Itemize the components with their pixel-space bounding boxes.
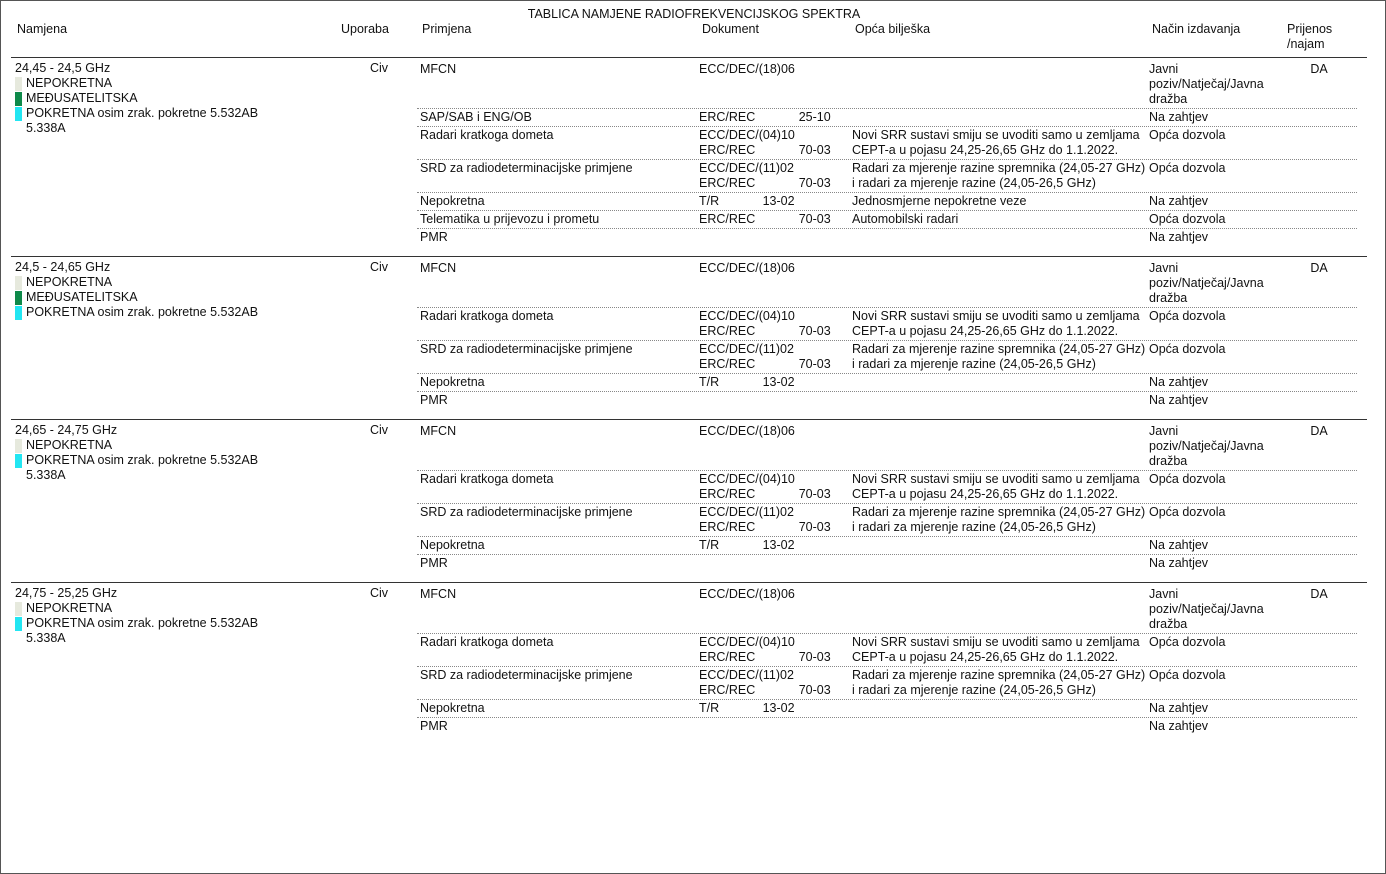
service-color-marker (15, 276, 22, 290)
biljeska-cell (852, 719, 1149, 734)
application-rows (417, 260, 1357, 409)
table-title: TABLICA NAMJENE RADIOFREKVENCIJSKOG SPEKTRA (527, 7, 861, 21)
nacin-cell: Opća dozvola (1149, 128, 1226, 142)
primjena-cell: Nepokretna (420, 538, 485, 552)
dokument-cell: ECC/DEC/(18)06 (699, 261, 795, 275)
service-name: NEPOKRETNA (26, 438, 113, 452)
prijenos-cell (1289, 230, 1349, 245)
biljeska-cell: Radari za mjerenje razine spremnika (24,05-27 GHz) i radari za mjerenje razine (24,05-26,5 GHz) (852, 668, 1146, 697)
service-name: NEPOKRETNA (26, 76, 113, 90)
primjena-cell: SRD za radiodeterminacijske primjene (420, 161, 633, 175)
service-name: 5.338A (26, 631, 66, 645)
nacin-cell: Javni poziv/Natječaj/Javna dražba (1149, 261, 1264, 305)
dokument-cell: ECC/DEC/(11)02 ERC/REC 70-03 (699, 668, 831, 697)
prijenos-cell (1289, 505, 1349, 535)
biljeska-cell (852, 375, 1149, 390)
prijenos-cell (1289, 375, 1349, 390)
nacin-cell: Javni poziv/Natječaj/Javna dražba (1149, 587, 1264, 631)
primjena-cell: MFCN (420, 62, 457, 76)
primjena-cell: Nepokretna (420, 701, 485, 715)
table-row (417, 341, 1357, 374)
application-rows (417, 586, 1357, 735)
nacin-cell: Na zahtjev (1149, 230, 1209, 244)
primjena-cell: PMR (420, 393, 448, 407)
band-range: 24,75 - 25,25 GHz (15, 586, 118, 600)
primjena-cell: Nepokretna (420, 194, 485, 208)
nacin-cell: Opća dozvola (1149, 161, 1226, 175)
header-dokument: Dokument (702, 22, 759, 36)
nacin-cell: Opća dozvola (1149, 472, 1226, 486)
nacin-cell: Na zahtjev (1149, 194, 1209, 208)
dokument-cell: ECC/DEC/(11)02 ERC/REC 70-03 (699, 505, 831, 534)
dokument-cell: ERC/REC 25-10 (699, 110, 831, 124)
prijenos-cell (1289, 472, 1349, 502)
nacin-cell: Opća dozvola (1149, 309, 1226, 323)
dokument-cell (699, 230, 852, 245)
uporaba: Civ (370, 423, 389, 437)
nacin-cell: Opća dozvola (1149, 212, 1226, 226)
service-name: POKRETNA osim zrak. pokretne 5.532AB (26, 616, 259, 630)
prijenos-cell (1289, 668, 1349, 698)
service-color-marker (15, 469, 22, 483)
prijenos-cell: DA (1310, 424, 1328, 438)
prijenos-cell (1289, 393, 1349, 408)
dokument-cell: T/R 13-02 (699, 194, 795, 208)
primjena-cell: PMR (420, 719, 448, 733)
primjena-cell: Radari kratkoga dometa (420, 128, 554, 142)
table-row (417, 229, 1357, 246)
service-name: POKRETNA osim zrak. pokretne 5.532AB (26, 106, 259, 120)
table-row (417, 471, 1357, 504)
primjena-cell: Radari kratkoga dometa (420, 472, 554, 486)
service-color-marker (15, 454, 22, 468)
table-row (417, 374, 1357, 392)
dokument-cell: ECC/DEC/(18)06 (699, 424, 795, 438)
primjena-cell: MFCN (420, 424, 457, 438)
header-prijenos-line1: Prijenos (1287, 22, 1333, 36)
service-color-marker (15, 617, 22, 631)
biljeska-cell (852, 110, 1149, 125)
dokument-cell: ECC/DEC/(04)10 ERC/REC 70-03 (699, 128, 831, 157)
primjena-cell: SAP/SAB i ENG/OB (420, 110, 532, 124)
nacin-cell: Na zahtjev (1149, 701, 1209, 715)
header-prijenos-line2: /najam (1287, 37, 1325, 51)
service-name: POKRETNA osim zrak. pokretne 5.532AB (26, 453, 259, 467)
band-group (11, 420, 1367, 583)
primjena-cell: PMR (420, 230, 448, 244)
nacin-cell: Opća dozvola (1149, 668, 1226, 682)
nacin-cell: Na zahtjev (1149, 538, 1209, 552)
biljeska-cell: Radari za mjerenje razine spremnika (24,05-27 GHz) i radari za mjerenje razine (24,05-26,5 GHz) (852, 342, 1146, 371)
primjena-cell: Radari kratkoga dometa (420, 309, 554, 323)
service-allocation (15, 121, 411, 136)
table-row (417, 260, 1357, 308)
application-rows (417, 61, 1357, 246)
service-color-marker (15, 439, 22, 453)
nacin-cell: Opća dozvola (1149, 342, 1226, 356)
band-info (11, 586, 411, 735)
biljeska-cell: Radari za mjerenje razine spremnika (24,05-27 GHz) i radari za mjerenje razine (24,05-26,5 GHz) (852, 161, 1146, 190)
prijenos-cell: DA (1310, 261, 1328, 275)
table-row (417, 193, 1357, 211)
service-name: NEPOKRETNA (26, 275, 113, 289)
table-row (417, 537, 1357, 555)
header-primjena: Primjena (422, 22, 472, 36)
band-group (11, 257, 1367, 420)
nacin-cell: Javni poziv/Natječaj/Javna dražba (1149, 62, 1264, 106)
band-range: 24,65 - 24,75 GHz (15, 423, 118, 437)
service-name: POKRETNA osim zrak. pokretne 5.532AB (26, 305, 259, 319)
table-row (417, 423, 1357, 471)
dokument-cell (699, 556, 852, 571)
service-allocation (15, 76, 411, 91)
table-body (11, 58, 1367, 745)
primjena-cell: MFCN (420, 261, 457, 275)
service-color-marker (15, 632, 22, 646)
header-biljeska: Opća bilješka (855, 22, 931, 36)
biljeska-cell (852, 261, 1149, 306)
biljeska-cell: Novi SRR sustavi smiju se uvoditi samo u zemljama CEPT-a u pojasu 24,25-26,65 GHz do 1.1.2022. (852, 635, 1140, 664)
dokument-cell (699, 393, 852, 408)
nacin-cell: Na zahtjev (1149, 719, 1209, 733)
nacin-cell: Javni poziv/Natječaj/Javna dražba (1149, 424, 1264, 468)
uporaba: Civ (370, 586, 389, 600)
dokument-cell: ECC/DEC/(04)10 ERC/REC 70-03 (699, 309, 831, 338)
header-nacin: Način izdavanja (1152, 22, 1241, 36)
biljeska-cell (852, 230, 1149, 245)
dokument-cell: ECC/DEC/(11)02 ERC/REC 70-03 (699, 161, 831, 190)
table-row (417, 700, 1357, 718)
service-color-marker (15, 122, 22, 136)
service-allocation (15, 631, 411, 646)
service-color-marker (15, 602, 22, 616)
dokument-cell: ECC/DEC/(04)10 ERC/REC 70-03 (699, 472, 831, 501)
table-row (417, 718, 1357, 735)
table-row (417, 634, 1357, 667)
table-row (417, 160, 1357, 193)
prijenos-cell (1289, 719, 1349, 734)
band-range: 24,45 - 24,5 GHz (15, 61, 111, 75)
table-row (417, 211, 1357, 229)
band-group (11, 583, 1367, 745)
service-color-marker (15, 77, 22, 91)
dokument-cell: ECC/DEC/(11)02 ERC/REC 70-03 (699, 342, 831, 371)
biljeska-cell (852, 701, 1149, 716)
nacin-cell: Na zahtjev (1149, 556, 1209, 570)
service-color-marker (15, 306, 22, 320)
table-row (417, 667, 1357, 700)
prijenos-cell (1289, 161, 1349, 191)
dokument-cell: ECC/DEC/(04)10 ERC/REC 70-03 (699, 635, 831, 664)
biljeska-cell: Automobilski radari (852, 212, 959, 226)
primjena-cell: MFCN (420, 587, 457, 601)
header-namjena: Namjena (17, 22, 68, 36)
biljeska-cell (852, 424, 1149, 469)
service-name: MEĐUSATELITSKA (26, 91, 138, 105)
primjena-cell: PMR (420, 556, 448, 570)
primjena-cell: Nepokretna (420, 375, 485, 389)
service-allocation (15, 305, 411, 320)
uporaba: Civ (370, 61, 389, 75)
dokument-cell: ERC/REC 70-03 (699, 212, 831, 226)
table-row (417, 61, 1357, 109)
prijenos-cell: DA (1310, 587, 1328, 601)
header-prijenos (1287, 22, 1332, 52)
service-allocation (15, 438, 411, 453)
table-row (417, 504, 1357, 537)
table-row (417, 555, 1357, 572)
table-row (417, 308, 1357, 341)
nacin-cell: Na zahtjev (1149, 110, 1209, 124)
biljeska-cell (852, 393, 1149, 408)
service-allocation (15, 91, 411, 106)
service-color-marker (15, 291, 22, 305)
dokument-cell: ECC/DEC/(18)06 (699, 62, 795, 76)
dokument-cell: T/R 13-02 (699, 538, 795, 552)
table-row (417, 392, 1357, 409)
dokument-cell: T/R 13-02 (699, 701, 795, 715)
service-color-marker (15, 92, 22, 106)
biljeska-cell (852, 538, 1149, 553)
prijenos-cell (1289, 342, 1349, 372)
nacin-cell: Opća dozvola (1149, 635, 1226, 649)
table-row (417, 109, 1357, 127)
primjena-cell: Radari kratkoga dometa (420, 635, 554, 649)
biljeska-cell (852, 62, 1149, 107)
dokument-cell (699, 719, 852, 734)
primjena-cell: SRD za radiodeterminacijske primjene (420, 505, 633, 519)
header-uporaba: Uporaba (341, 22, 389, 36)
service-allocation (15, 275, 411, 290)
biljeska-cell: Radari za mjerenje razine spremnika (24,05-27 GHz) i radari za mjerenje razine (24,05-26,5 GHz) (852, 505, 1146, 534)
service-allocation (15, 106, 411, 121)
service-allocation (15, 468, 411, 483)
prijenos-cell (1289, 309, 1349, 339)
nacin-cell: Opća dozvola (1149, 505, 1226, 519)
biljeska-cell (852, 587, 1149, 632)
prijenos-cell (1289, 194, 1349, 209)
primjena-cell: Telematika u prijevozu i prometu (420, 212, 600, 226)
biljeska-cell: Novi SRR sustavi smiju se uvoditi samo u zemljama CEPT-a u pojasu 24,25-26,65 GHz do 1.1.2022. (852, 472, 1140, 501)
band-range: 24,5 - 24,65 GHz (15, 260, 111, 274)
prijenos-cell (1289, 128, 1349, 158)
prijenos-cell (1289, 212, 1349, 227)
biljeska-cell: Jednosmjerne nepokretne veze (852, 194, 1027, 208)
band-group (11, 58, 1367, 257)
application-rows (417, 423, 1357, 572)
table-row (417, 127, 1357, 160)
service-allocation (15, 601, 411, 616)
band-info (11, 423, 411, 572)
service-name: NEPOKRETNA (26, 601, 113, 615)
prijenos-cell (1289, 701, 1349, 716)
dokument-cell: T/R 13-02 (699, 375, 795, 389)
service-name: 5.338A (26, 121, 66, 135)
dokument-cell: ECC/DEC/(18)06 (699, 587, 795, 601)
nacin-cell: Na zahtjev (1149, 393, 1209, 407)
table-row (417, 586, 1357, 634)
service-name: MEĐUSATELITSKA (26, 290, 138, 304)
band-info (11, 260, 411, 409)
prijenos-cell (1289, 635, 1349, 665)
prijenos-cell (1289, 556, 1349, 571)
prijenos-cell: DA (1310, 62, 1328, 76)
service-allocation (15, 453, 411, 468)
service-allocation (15, 290, 411, 305)
uporaba: Civ (370, 260, 389, 274)
primjena-cell: SRD za radiodeterminacijske primjene (420, 668, 633, 682)
prijenos-cell (1289, 538, 1349, 553)
service-color-marker (15, 107, 22, 121)
biljeska-cell: Novi SRR sustavi smiju se uvoditi samo u zemljama CEPT-a u pojasu 24,25-26,65 GHz do 1.1.2022. (852, 309, 1140, 338)
nacin-cell: Na zahtjev (1149, 375, 1209, 389)
service-name: 5.338A (26, 468, 66, 482)
biljeska-cell: Novi SRR sustavi smiju se uvoditi samo u zemljama CEPT-a u pojasu 24,25-26,65 GHz do 1.1.2022. (852, 128, 1140, 157)
biljeska-cell (852, 556, 1149, 571)
band-info (11, 61, 411, 246)
prijenos-cell (1289, 110, 1349, 125)
service-allocation (15, 616, 411, 631)
primjena-cell: SRD za radiodeterminacijske primjene (420, 342, 633, 356)
